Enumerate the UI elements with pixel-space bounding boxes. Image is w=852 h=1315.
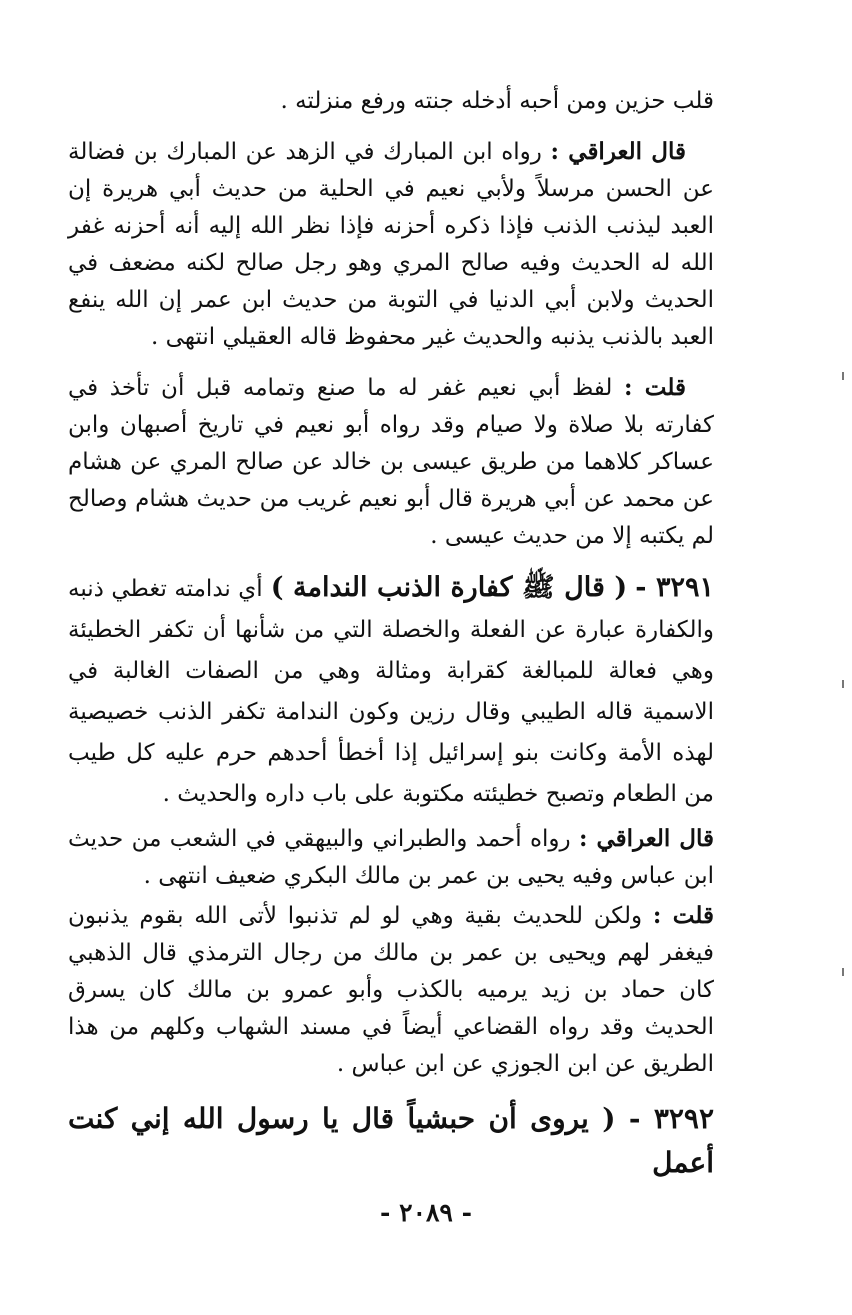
paragraph-text: رواه أحمد والطبراني والبيهقي في الشعب من حديث ابن عباس وفيه يحيى بن عمر بن مالك البكري ضعيف انتهى .: [68, 826, 714, 889]
paragraph-text: لفظ أبي نعيم غفر له ما صنع وتمامه قبل أن تأخذ في كفارته بلا صلاة ولا صيام وقد رواه أبو نعيم في تاريخ أصبهان وابن عساكر كلاهما من طريق عيسى بن خالد عن صالح المري عن هشام عن محمد عن أبي هريرة قال أبو نعيم غريب من حديث هشام وصالح لم يكتبه إلا من حديث عيسى .: [68, 375, 714, 549]
entry-headline: ( يروى أن حبشياً قال يا رسول الله إني كنت أعمل: [68, 1102, 714, 1179]
hadith-entry-3291: [68, 568, 714, 814]
entry-text: أي ندامته تغطي ذنبه والكفارة عبارة عن الفعلة والخصلة التي من شأنها أن تكفر الخطيئة وهي فعالة للمبالغة كقرابة ومثالة وهي من الصفات الغالبة في الاسمية قاله الطيبي وقال رزين وكون الندامة تكفر الذنب خصيصية لهذه الأمة وكانت بنو إسرائيل إذا أخطأ أحدهم حرم عليه كل طيب من الطعام وتصبح خطيئته مكتوبة على باب داره والحديث .: [68, 576, 714, 807]
hadith-entry-3292: [68, 1097, 714, 1185]
entry-headline: ( قال ﷺ كفارة الذنب الندامة ): [270, 572, 628, 603]
paragraph-qultu-1: [68, 369, 714, 555]
margin-mark: [842, 372, 844, 380]
page-body: [68, 82, 714, 1185]
paragraph-text: قلب حزين ومن أحبه أدخله جنته ورفع منزلته .: [280, 88, 714, 114]
paragraph-label: قلت :: [652, 902, 715, 929]
paragraph-text: ولكن للحديث بقية وهي لو لم تذنبوا لأتى الله بقوم يذنبون فيغفر لهم ويحيى بن عمر بن مالك من رجال الترمذي قال الذهبي كان حماد بن زيد يرميه بالكذب وأبو عمرو بن مالك كان يسرق الحديث وقد رواه القضاعي أيضاً في مسند الشهاب وكلهم من هذا الطريق عن ابن الجوزي عن ابن عباس .: [68, 903, 714, 1077]
margin-mark: [842, 968, 844, 976]
margin-mark: [842, 680, 844, 688]
paragraph-continuation: [68, 82, 714, 120]
paragraph-iraqi-2: [68, 820, 714, 895]
page-number: - ٢٠٨٩ -: [380, 1198, 472, 1227]
paragraph-qultu-2: [68, 897, 714, 1083]
entry-number: ٣٢٩٢ -: [628, 1102, 714, 1135]
paragraph-label: قال العراقي :: [550, 138, 686, 165]
paragraph-label: قال العراقي :: [578, 825, 714, 852]
paragraph-text: رواه ابن المبارك في الزهد عن المبارك بن فضالة عن الحسن مرسلاً ولأبي نعيم في الحلية من حديث أبي هريرة إن العبد ليذنب الذنب فإذا ذكره أحزنه فإذا نظر الله إليه أنه أحزنه غفر الله له الحديث وفيه صالح المري وهو رجل صالح لكنه مضعف في الحديث ولابن أبي الدنيا في التوبة من حديث ابن عمر إن الله ينفع العبد بالذنب يذنبه والحديث غير محفوظ قاله العقيلي انتهى .: [68, 139, 714, 350]
paragraph-label: قلت :: [624, 374, 687, 401]
paragraph-iraqi-1: [68, 133, 714, 356]
entry-number: ٣٢٩١ -: [635, 572, 715, 603]
